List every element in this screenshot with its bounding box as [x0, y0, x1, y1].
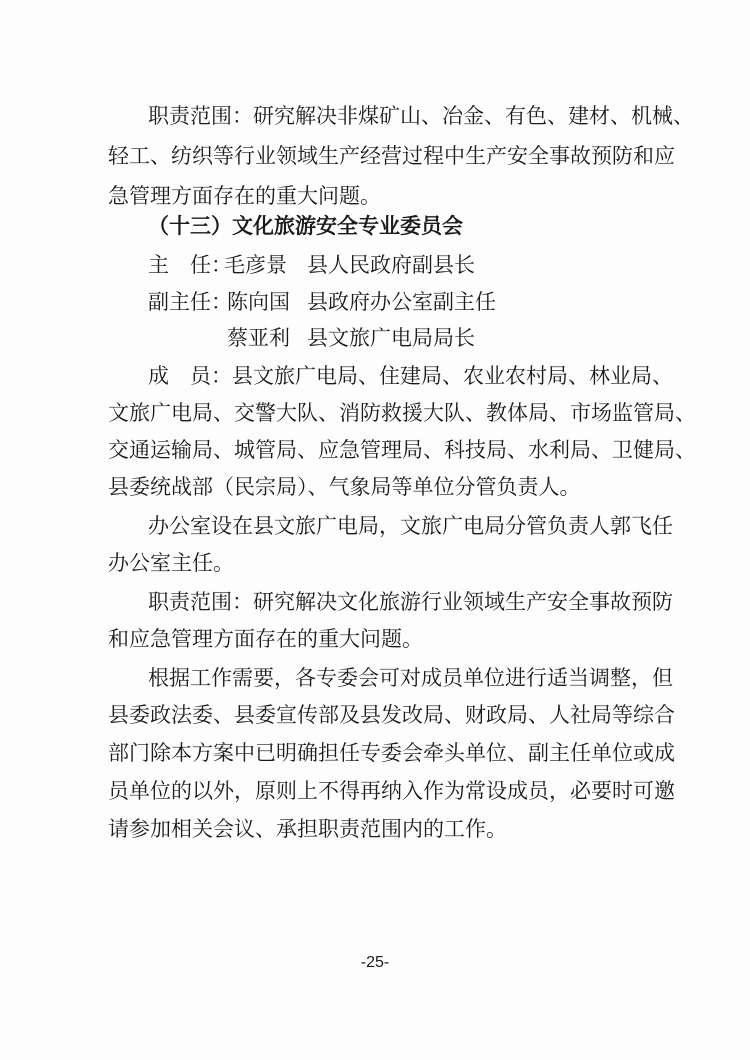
director-label: 主 任： [148, 253, 232, 277]
deputy-title-2: 县文旅广电局局长 [307, 326, 475, 350]
adjustment-line-4: 员单位的以外，原则上不得再纳入作为常设成员，必要时可邀 [108, 779, 675, 803]
office-line-1: 办公室设在县文旅广电局，文旅广电局分管负责人郭飞任 [148, 514, 673, 538]
adjustment-line-2: 县委政法委、县委宣传部及县发改局、财政局、人社局等综合 [108, 703, 675, 727]
section13-scope-line-2: 和应急管理方面存在的重大问题。 [108, 627, 423, 651]
deputy-title-1: 县政府办公室副主任 [307, 290, 496, 314]
members-line-3: 交通运输局、城管局、应急管理局、科技局、水利局、卫健局、 [108, 438, 696, 462]
members-line-2: 文旅广电局、交警大队、消防救援大队、教体局、市场监管局、 [108, 401, 696, 425]
deputy-name-1: 陈向国 [227, 290, 290, 314]
section13-heading: （十三）文化旅游安全专业委员会 [148, 214, 463, 238]
director-title: 县人民政府副县长 [307, 253, 475, 277]
adjustment-line-5: 请参加相关会议、承担职责范围内的工作。 [108, 817, 507, 841]
section12-scope-line-1: 职责范围：研究解决非煤矿山、冶金、有色、建材、机械、 [148, 104, 694, 128]
page-number: -25- [360, 954, 390, 971]
section12-scope-line-3: 急管理方面存在的重大问题。 [108, 184, 381, 208]
adjustment-line-1: 根据工作需要，各专委会可对成员单位进行适当调整，但 [148, 666, 673, 690]
deputy-label: 副主任： [148, 290, 232, 314]
director-name: 毛彦景 [224, 253, 287, 277]
deputy-name-2: 蔡亚利 [227, 326, 290, 350]
office-line-2: 办公室主任。 [108, 551, 234, 575]
section13-scope-line-1: 职责范围：研究解决文化旅游行业领域生产安全事故预防 [148, 590, 673, 614]
members-line-1: 成 员：县文旅广电局、住建局、农业农村局、林业局、 [148, 364, 673, 388]
section12-scope-line-2: 轻工、纺织等行业领域生产经营过程中生产安全事故预防和应 [108, 144, 675, 168]
members-line-4: 县委统战部（民宗局）、气象局等单位分管负责人。 [108, 475, 581, 499]
adjustment-line-3: 部门除本方案中已明确担任专委会牵头单位、副主任单位或成 [108, 741, 675, 765]
